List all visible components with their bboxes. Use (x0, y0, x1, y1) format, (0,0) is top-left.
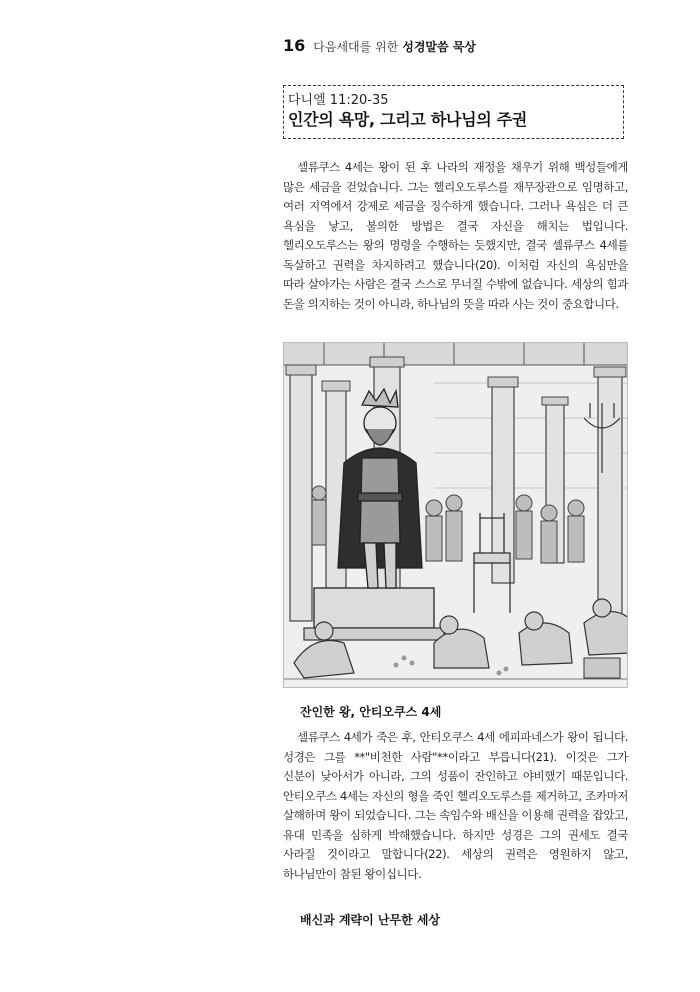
page-header (283, 36, 476, 58)
section-heading-cruel-king: 잔인한 왕, 안티오쿠스 4세 (300, 705, 442, 719)
section-heading-betrayal: 배신과 계략이 난무한 세상 (300, 913, 441, 927)
book-title: 다음세대를 위한 (313, 40, 399, 54)
antiochus-paragraph: 셀류쿠스 4세가 죽은 후, 안티오쿠스 4세 에피파네스가 왕이 됩니다. 성경은 그를 **"비천한 사람"**이라고 부릅니다(21). 이것은 그가 신분이 낮아서가 아니라, 그의 성품이 잔인하고 야비했기 때문입니다. 안티오쿠스 4세는 자신의 형을 죽인 헬리오도루스를 제거하고, 조카마저 살해하며 왕이 되었습니다. 그는 속임수와 배신을 이용해 권력을 잡았고, 유대 민족을 심하게 박해했습니다. 하지만 성경은 그의 권세도 결국 사라질 것이라고 말합니다(22). 세상의 권력은 영원하지 않고, 하나님만이 참된 왕이십니다. (283, 730, 628, 881)
title-box (283, 85, 624, 139)
book-title-emphasis: 성경말씀 묵상 (402, 40, 476, 54)
intro-paragraph: 셀류쿠스 4세는 왕이 된 후 나라의 재정을 채우기 위해 백성들에게 많은 세금을 걷었습니다. 그는 헬리오도루스를 재무장관으로 임명하고, 여러 지역에서 강제로 세금을 징수하게 했습니다. 그러나 욕심은 더 큰 욕심을 낳고, 불의한 방법은 결국 자신을 해치는 법입니다. 헬리오도루스는 왕의 명령을 수행하는 듯했지만, 결국 셀류쿠스 4세를 독살하고 권력을 차지하려고 했습니다(20). 이처럼 자신의 욕심만을 따라 살아가는 사람은 결국 스스로 무너질 수밖에 없습니다. 세상의 힘과 돈을 의지하는 것이 아니라, 하나님의 뜻을 따라 사는 것이 중요합니다. (283, 160, 628, 311)
page-number: 16 (283, 36, 306, 55)
scripture-reference: 다니엘 11:20-35 (288, 93, 389, 108)
page-title: 인간의 욕망, 그리고 하나님의 주권 (288, 110, 528, 129)
king-illustration (283, 342, 628, 688)
